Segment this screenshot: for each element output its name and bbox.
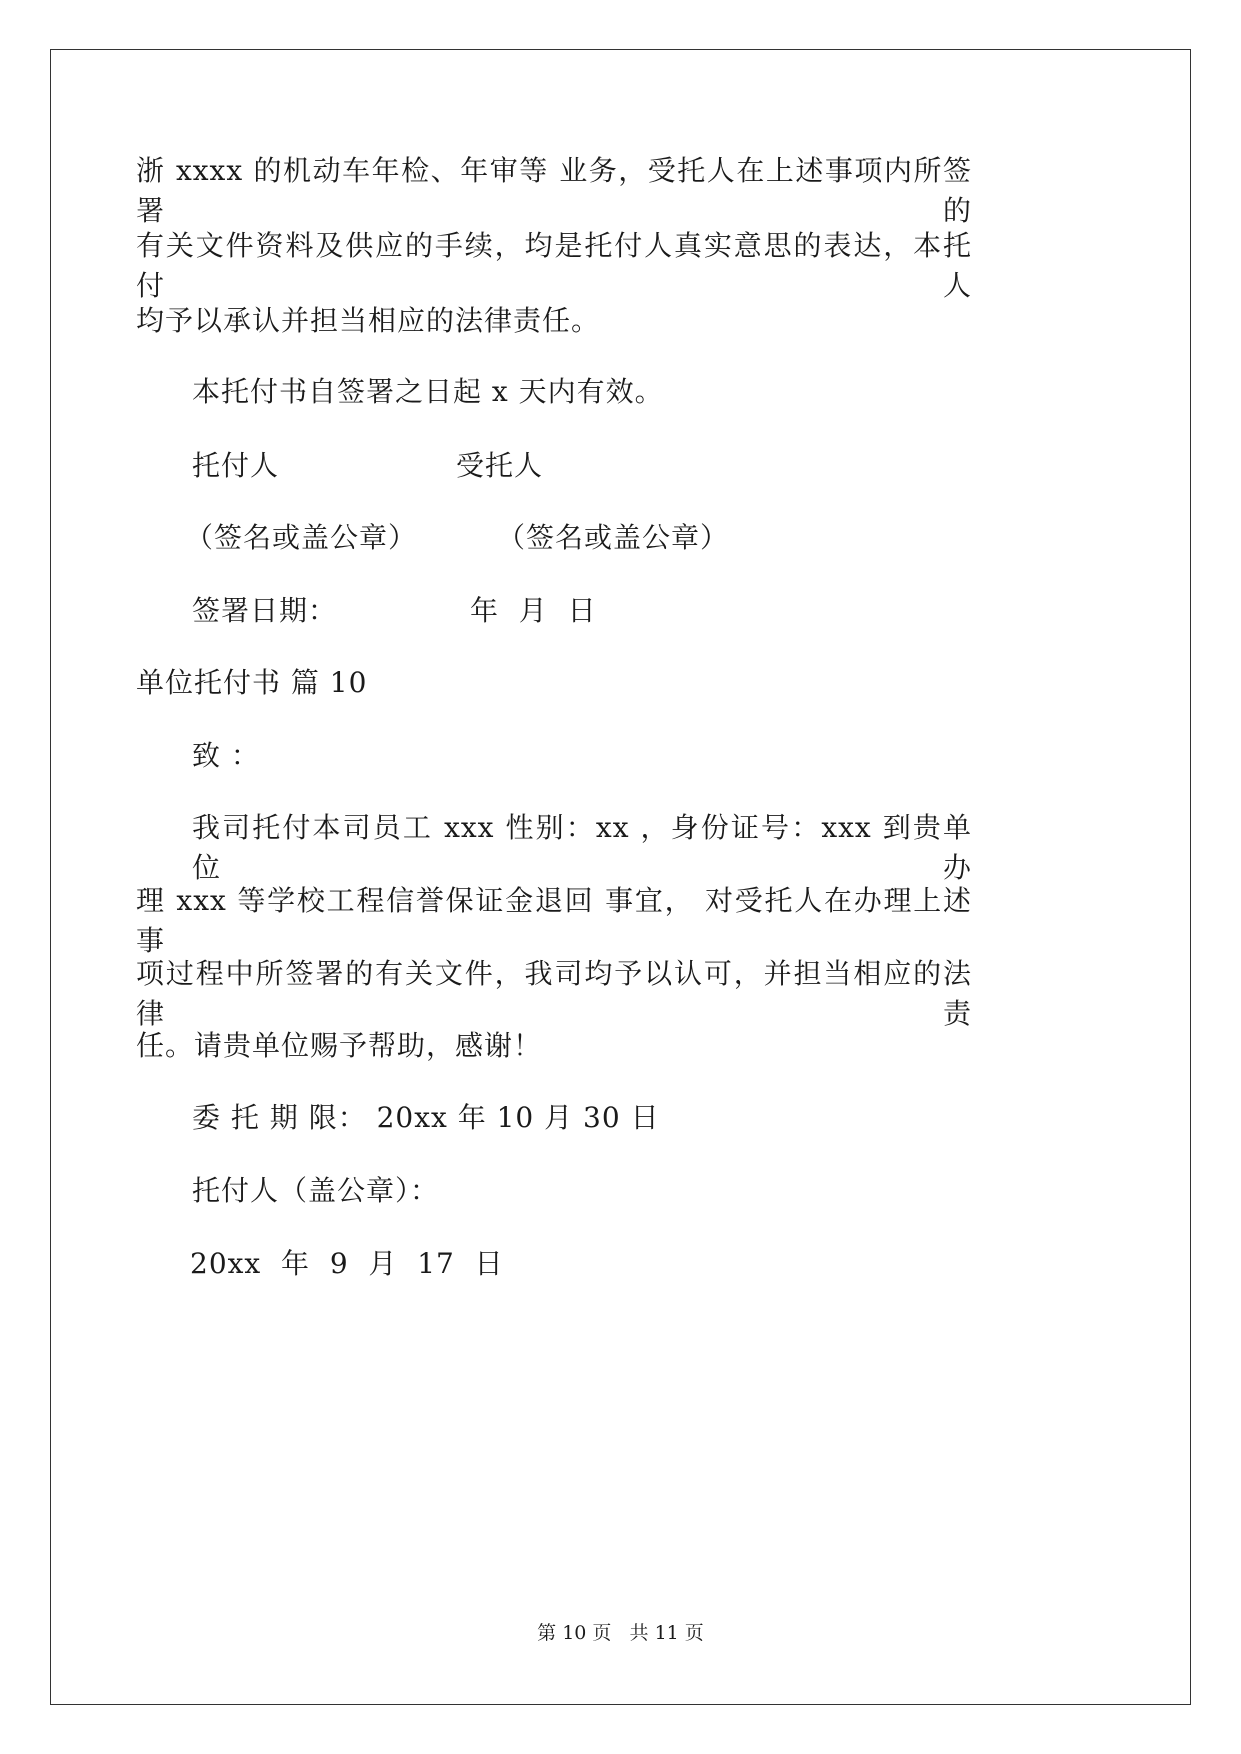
- final-date: 20xx 年 9 月 17 日: [190, 1247, 504, 1280]
- body-line: 有关文件资料及供应的手续，均是托付人真实意思的表达，本托付人: [136, 229, 972, 302]
- agent-signature-note: （签名或盖公章）: [497, 521, 730, 554]
- validity-text: 本托付书自签署之日起 x 天内有效。: [192, 375, 664, 408]
- term-text: 委 托 期 限： 20xx 年 10 月 30 日: [192, 1101, 660, 1134]
- sign-date-label: 签署日期：: [192, 594, 338, 627]
- principal-label: 托付人: [192, 449, 280, 482]
- body-line: 理 xxx 等学校工程信誉保证金退回 事宜， 对受托人在办理上述事: [136, 884, 972, 957]
- body-line: 我司托付本司员工 xxx 性别：xx ，身份证号：xxx 到贵单位办: [192, 811, 972, 884]
- body-line: 均予以承认并担当相应的法律责任。: [136, 304, 601, 337]
- body-line: 任。请贵单位赐予帮助，感谢！: [136, 1029, 543, 1062]
- page-number-footer: 第 10 页 共 11 页: [537, 1622, 704, 1644]
- principal-seal-label: 托付人（盖公章）：: [192, 1174, 440, 1207]
- body-line: 浙 xxxx 的机动车年检、年审等 业务，受托人在上述事项内所签署的: [136, 154, 972, 227]
- salutation: 致 ：: [192, 739, 260, 772]
- agent-label: 受托人: [456, 449, 544, 482]
- principal-signature-note: （签名或盖公章）: [185, 521, 418, 554]
- sign-date-value: 年 月 日: [470, 594, 597, 627]
- section-title: 单位托付书 篇 10: [136, 666, 368, 699]
- body-line: 项过程中所签署的有关文件，我司均予以认可，并担当相应的法律责: [136, 957, 972, 1030]
